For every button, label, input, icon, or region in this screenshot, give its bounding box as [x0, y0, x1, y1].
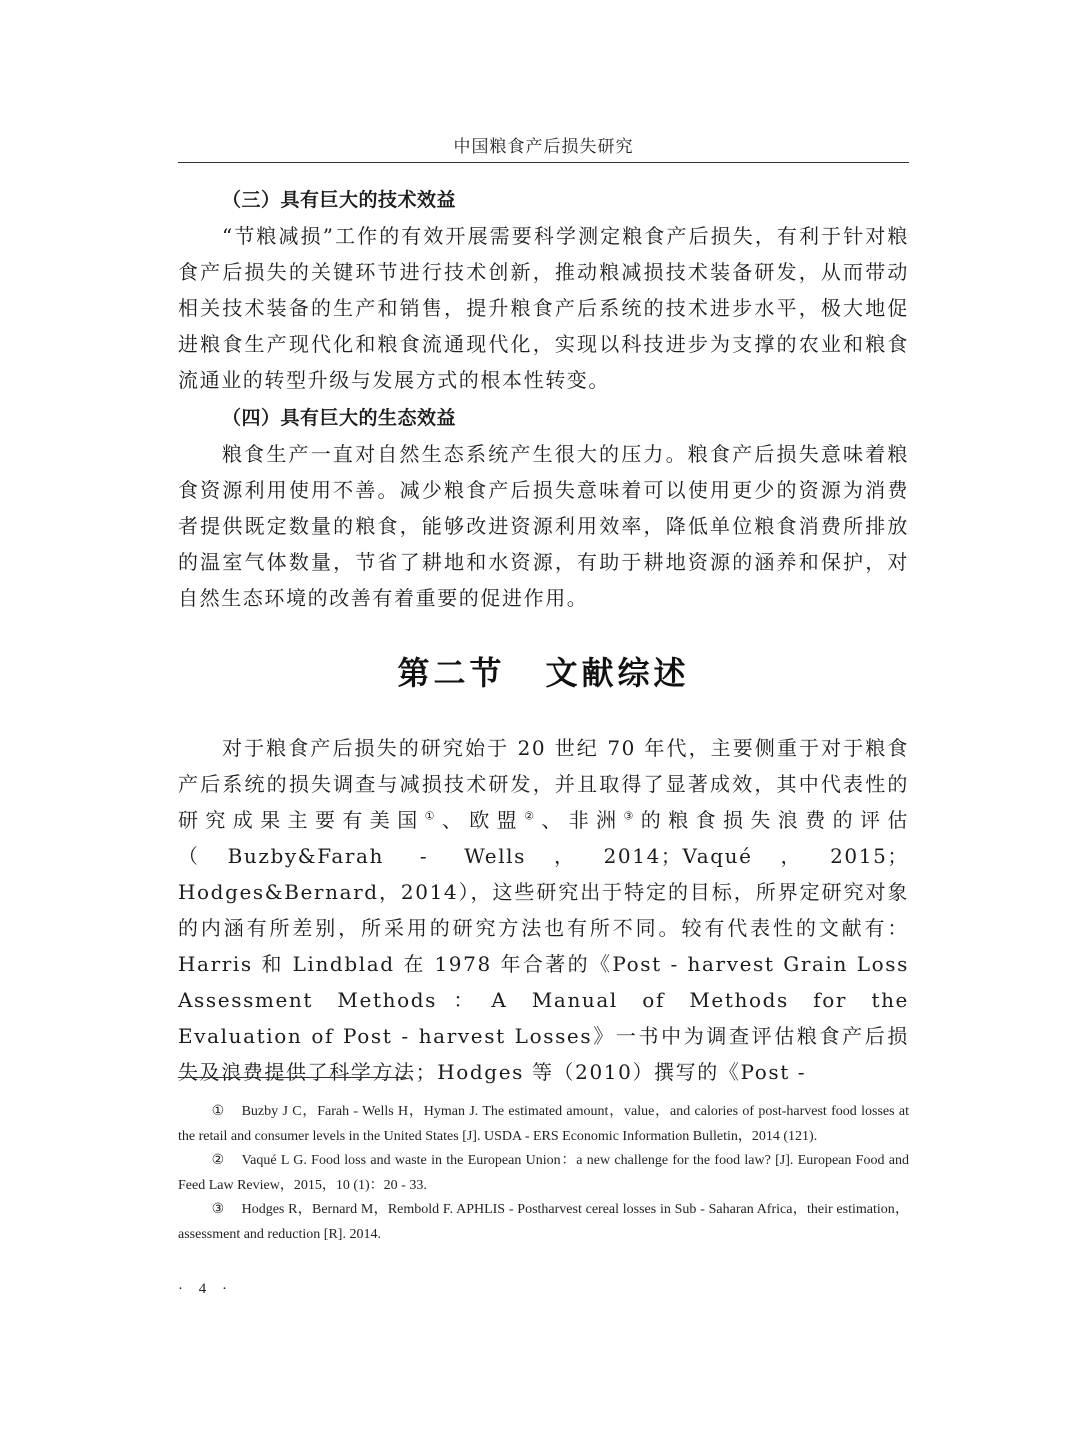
footnote-mark: ①	[211, 1104, 225, 1119]
footnote-rule	[178, 1077, 406, 1078]
footnote-1	[178, 1100, 909, 1149]
footnotes	[178, 1100, 909, 1247]
footnote-ref-3[interactable]: ③	[623, 809, 641, 823]
footnote-text: Vaqué L G. Food loss and waste in the European Union：a new challenge for the food law? [J]. European Food and Feed Law Review，2015，10 (1)：20 - 33.	[178, 1153, 909, 1193]
section-three-paragraph: “节粮减损”工作的有效开展需要科学测定粮食产后损失，有利于针对粮食产后损失的关键环节进行技术创新，推动粮减损技术装备研发，从而带动相关技术装备的生产和销售，提升粮食产后系统的技术进步水平，极大地促进粮食生产现代化和粮食流通现代化，实现以科技进步为支撑的农业和粮食流通业的转型升级与发展方式的根本性转变。	[178, 224, 909, 392]
footnote-3	[178, 1198, 909, 1247]
chapter-number: 第二节	[397, 654, 506, 692]
review-text-1: 对于粮食产后损失的研究始于 20 世纪 70 年代，主要侧重于对于粮食产后系统的损失调查与减损技术研发，并且取得了显著成效，其中代表性的研究成果主要有美国	[178, 736, 909, 832]
footnote-text: Buzby J C，Farah - Wells H，Hyman J. The estimated amount，value，and calories of post-harvest food losses at the retail and consumer levels in the United States [J]. USDA - ERS Economic Information Bulletin，2014 (121).	[178, 1104, 909, 1144]
page-number: · 4 ·	[178, 1281, 233, 1297]
review-text-3: 、非洲	[541, 808, 624, 832]
section-three-heading: （三）具有巨大的技术效益	[222, 189, 457, 211]
footnote-2	[178, 1149, 909, 1198]
footnote-mark: ③	[211, 1202, 225, 1217]
chapter-name: 文献综述	[545, 654, 690, 692]
running-header: 中国粮食产后损失研究	[453, 137, 634, 157]
footnote-ref-2[interactable]: ②	[524, 809, 542, 823]
footnote-mark: ②	[211, 1153, 225, 1168]
footnote-ref-1[interactable]: ①	[424, 809, 442, 823]
chapter-title	[178, 648, 909, 694]
header-rule	[178, 162, 909, 163]
section-four-paragraph: 粮食生产一直对自然生态系统产生很大的压力。粮食产后损失意味着粮食资源利用使用不善。减少粮食产后损失意味着可以使用更少的资源为消费者提供既定数量的粮食，能够改进资源利用效率，降低单位粮食消费所排放的温室气体数量，节省了耕地和水资源，有助于耕地资源的涵养和保护，对自然生态环境的改善有着重要的促进作用。	[178, 442, 909, 610]
footnote-text: Hodges R，Bernard M，Rembold F. APHLIS - Postharvest cereal losses in Sub - Saharan Africa，their estimation，assessment and reduction [R]. 2014.	[178, 1202, 909, 1242]
literature-review	[178, 730, 909, 1090]
review-text-4: 的粮食损失浪费的评估（Buzby&Farah - Wells，2014；Vaqué，2015；Hodges&Bernard，2014），这些研究出于特定的目标，所界定研究对象的内涵有所差别，所采用的研究方法也有所不同。较有代表性的文献有：Harris 和 Lindblad 在 1978 年合著的《Post - harvest Grain Loss Assessment Methods：A Manual of Methods for the Evaluation of Post - harvest Losses》一书中为调查评估粮食产后损失及浪费提供了科学方法；Hodges 等（2010）撰写的《Post -	[178, 808, 909, 1084]
section-four-heading: （四）具有巨大的生态效益	[222, 407, 457, 429]
literature-review-paragraph	[178, 730, 909, 1090]
section-three	[178, 182, 909, 398]
section-four	[178, 400, 909, 616]
review-text-2: 、欧盟	[441, 808, 525, 832]
